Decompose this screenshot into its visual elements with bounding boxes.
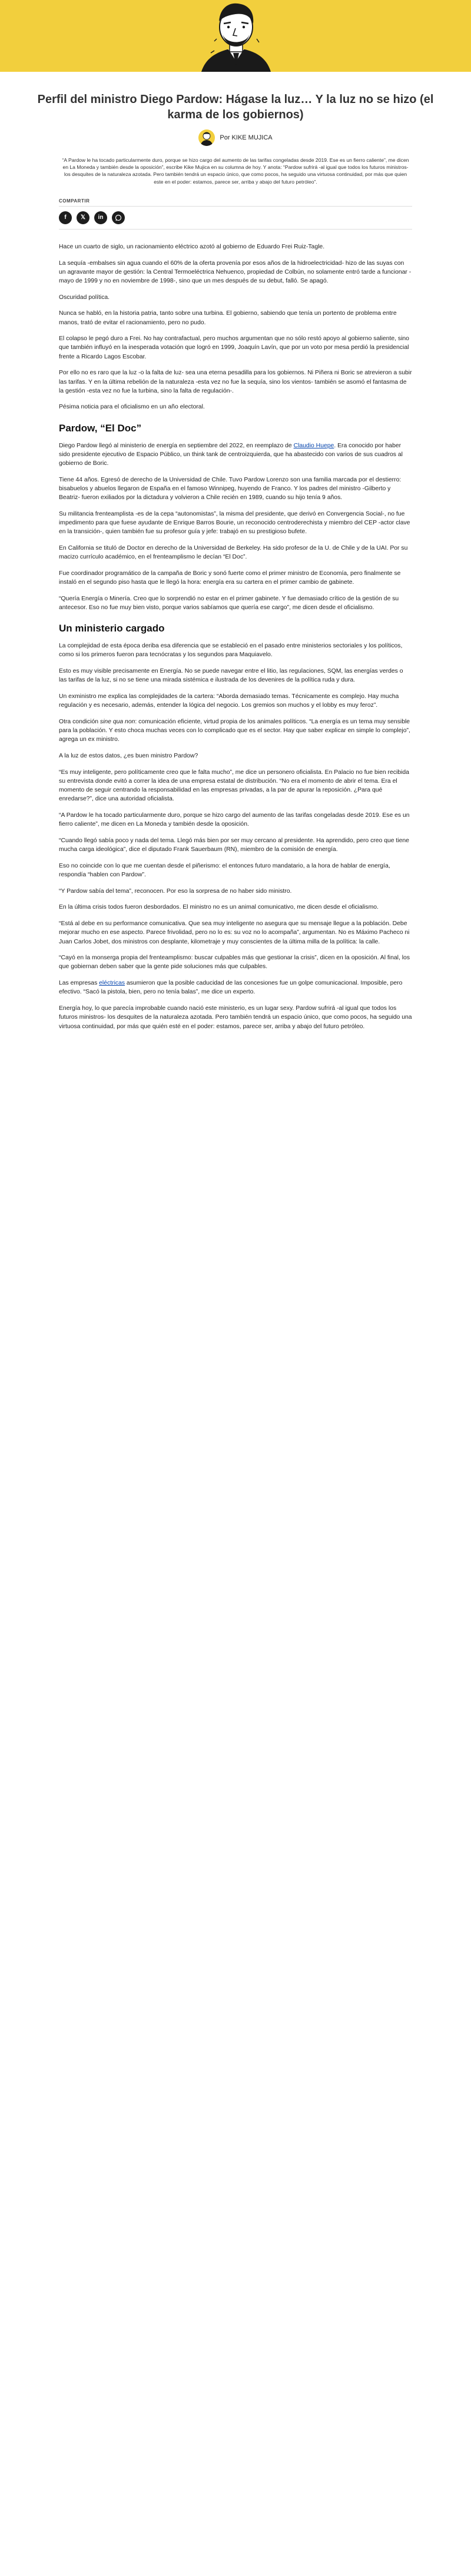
paragraph: Un exministro me explica las complejidades de la cartera: “Aborda demasiado temas. Técnicamente es complejo. Hay mucha regulación y es necesario, además, entender la lógica del negocio. Los gremios son muchos y el lobby es muy feroz”. [59, 693, 399, 709]
emphasis: sine qua non [99, 718, 135, 725]
paragraph: Pésima noticia para el oficialismo en un año electoral. [59, 404, 205, 411]
section-heading: Pardow, “El Doc” [59, 422, 142, 434]
paragraph-text: asumieron que la posible caducidad de las concesiones fue un golpe comunicacional. Imposible, pero efectivo. “Sacó la pistola, bien, pero no tenía balas”, me dice un experto. [59, 980, 403, 996]
link-electricas[interactable]: eléctricas [99, 980, 125, 987]
paragraph: “Está al debe en su performance comunicativa. Que sea muy inteligente no asegura que su mensaje llegue a la población. Debe mejorar mucho en ese aspecto. Parece frivolidad, pero no lo es: su voz no lo acompaña”, argumentan. No es Máximo Pacheco ni Juan Carlos Jobet, dos ministros con desplante, kilometraje y muy conscientes de la última milla de la política: la calle. [59, 920, 410, 945]
paragraph: Fue coordinador programático de la campaña de Boric y sonó fuerte como el primer ministro de Economía, pero finalmente se instaló en el segundo piso hasta que le llegó la hora: energía era su cartera en el primer cambio de gabinete. [59, 570, 401, 586]
section-heading: Un ministerio cargado [59, 623, 165, 634]
paragraph: Por ello no es raro que la luz -o la falta de luz- sea una eterna pesadilla para los gobiernos. Ni Piñera ni Boric se atrevieron a subir las tarifas. Y en la última rebelión de la naturaleza -esta vez no fue la sequía, sino los vientos- también se asomó el fantasma de la gestión -esta vez no fue la turbina, sino la falta de regulación-. [59, 370, 412, 394]
share-label: COMPARTIR [59, 198, 90, 204]
paragraph: A la luz de estos datos, ¿es buen ministro Pardow? [59, 753, 198, 760]
paragraph [59, 441, 412, 468]
paragraph: Energía hoy, lo que parecía improbable cuando nació este ministerio, es un lugar sexy. Pardow sufrirá -al igual que todos los futuros ministros- los desquites de la naturaleza azotada. Pero también tendrá un espacio único, que como pocos, ha seguido una virtuosa continuidad, por más que quién esté en el poder: estamos, parece ser, arriba y abajo del futuro petróleo. [59, 1005, 412, 1030]
paragraph: La sequía -embalses sin agua cuando el 60% de la oferta provenía por esos años de la hidroelectricidad- hizo de las suyas con un agravante mayor de gestión: la Central Termoeléctrica Nehuenco, propiedad de Colbún, no solamente entró tarde a funcionar -mayo de 1999 y no en noviembre de 1998-, sino que un mes después de su debut, falló. Se apagó. [59, 260, 412, 284]
paragraph: El colapso le pegó duro a Frei. No hay contrafactual, pero muchos argumentan que no sólo restó apoyo al gobierno saliente, sino que también influyó en la inesperada votación que logró en 1999, Joaquín Lavín, que por un voto por mesa perdió la presidencial frente a Ricardo Lagos Escobar. [59, 335, 409, 360]
paragraph: En la última crisis todos fueron desbordados. El ministro no es un animal comunicativo, me dicen desde el oficialismo. [59, 904, 379, 911]
article-lead: “A Pardow le ha tocado particularmente duro, porque se hizo cargo del aumento de las tarifas congeladas desde 2019. Ese es un fierro caliente”, me dicen en La Moneda y también desde la oposición”, escribe Kike Mujica en su columna de hoy. Y anota: “Pardow sufrirá -al igual que todos los futuros ministros- los desquites de la naturaleza azotada. Pero también tendrá un espacio único, que como pocos, ha seguido una virtuosa continuidad, por más que quien este en el poder: estamos, parece ser, arriba y abajo del futuro petróleo”. [62, 157, 409, 185]
hero-banner [0, 0, 471, 72]
author-portrait-illustration [193, 0, 279, 72]
share-bar [59, 211, 412, 224]
author-name[interactable]: Por KIKE MUJICA [220, 134, 273, 141]
paragraph-text: Otra condición [59, 718, 100, 725]
paragraph: Su militancia frenteamplista -es de la cepa “autonomistas”, la misma del presidente, que derivó en Convergencia Social-, no fue impedimento para que fuese ayudante de Enrique Barros Bourie, un reconocido centroderechista y miembro del CEP -actor clave en la transición-, quien también fue su profesor guía y jefe: trabajó en su prestigioso bufete. [59, 510, 410, 536]
paragraph: Esto es muy visible precisamente en Energía. No se puede navegar entre el litio, las regulaciones, SQM, las energías verdes o las tarifas de la luz, si no se tiene una mirada sistémica e ilustrada de los devenires de la política ruda y dura. [59, 668, 403, 684]
paragraph [59, 717, 412, 744]
divider [59, 206, 412, 207]
author-avatar-icon [198, 129, 215, 146]
paragraph-text: Las empresas [59, 980, 99, 987]
paragraph: “A Pardow le ha tocado particularmente duro, porque se hizo cargo del aumento de las tarifas congeladas desde 2019. Ese es un fierro caliente”, me dicen en La Moneda y también desde la oposición. [59, 812, 410, 828]
linkedin-icon[interactable]: in [94, 211, 107, 224]
paragraph: En California se tituló de Doctor en derecho de la Universidad de Berkeley. Ha sido profesor de la U. de Chile y de la UAI. Por su macizo currículo académico, en el frenteamplismo le decían “El Doc”. [59, 544, 408, 561]
paragraph-text: : comunicación eficiente, virtud propia de los animales políticos. “La energía es un tema muy sensible para la población. Y esto choca muchas veces con lo complicado que es el sector. Hay que saber explicar en simple lo complejo”, agrega un ex ministro. [59, 718, 410, 743]
article-body [59, 242, 412, 1055]
paragraph-text: Diego Pardow llegó al ministerio de energía en septiembre del 2022, en reemplazo de [59, 442, 294, 449]
paragraph: Nunca se habló, en la historia patria, tanto sobre una turbina. El gobierno, sabiendo que tenía un portento de problema entre manos, trató de evitar el racionamiento, pero no pudo. [59, 310, 397, 326]
paragraph: Tiene 44 años. Egresó de derecho de la Universidad de Chile. Tuvo Pardow Lorenzo son una familia marcada por el destierro: bisabuelos y abuelos llegaron de España en el famoso Winnipeg, huyendo de Franco. Y los padres del ministro -Gilberto y Beatriz- fueron exiliados por la dictadura y volvieron a Chile recién en 1989, cuando su hijo tenía 9 años. [59, 476, 402, 501]
paragraph [59, 979, 412, 996]
paragraph-text: . Era conocido por haber sido presidente ejecutivo de Espacio Público, un think tank de centroizquierda, que ha abastecido con varios de sus cuadros al gobierno de Boric. [59, 442, 403, 467]
facebook-icon[interactable]: f [59, 211, 72, 224]
paragraph: Oscuridad política. [59, 294, 110, 301]
x-icon[interactable]: 𝕏 [77, 211, 89, 224]
paragraph: Hace un cuarto de siglo, un racionamiento eléctrico azotó al gobierno de Eduardo Frei Ruiz-Tagle. [59, 243, 325, 250]
link-claudio-huepe[interactable]: Claudio Huepe [293, 442, 334, 449]
paragraph: La complejidad de esta época deriba esa diferencia que se estableció en el pasado entre ministerios sectoriales y los políticos, como si los primeros fueron para tecnócratas y los segundos para Maquiavelo. [59, 643, 403, 659]
paragraph: “Quería Energía o Minería. Creo que lo sorprendió no estar en el primer gabinete. Y fue demasiado crítico de la gestión de su antecesor. Eso no fue muy bien visto, porque varios sabíamos que quería ese cargo”, me dicen desde el oficialismo. [59, 595, 399, 611]
paragraph: “Cayó en la monserga propia del frenteamplismo: buscar culpables más que gestionar la crisis”, dicen en la oposición. Al final, los que gobiernan deben saber que la gente pide soluciones más que culpables. [59, 955, 410, 970]
paragraph: “Es muy inteligente, pero políticamente creo que le falta mucho”, me dice un personero oficialista. En Palacio no fue bien recibida su entrevista donde evitó a correr la idea de una empresa estatal de distribución. “No era el momento de abrir el tema. Era el momento de seguir centrando la responsabilidad en las empresas privadas, a la par de apurar la reposición. ¿Para qué enredarse?”, dice una autoridad oficialista. [59, 769, 409, 803]
divider [59, 229, 412, 230]
byline [0, 129, 471, 146]
paragraph: “Cuando llegó sabía poco y nada del tema. Llegó más bien por ser muy cercano al presidente. Ha aprendido, pero creo que tiene mucha carga ideológica”, dice el diputado Frank Sauerbaum (RN), miembro de la comisión de energía. [59, 837, 409, 853]
paragraph: “Y Pardow sabía del tema”, reconocen. Por eso la sorpresa de no haber sido ministro. [59, 888, 292, 895]
paragraph: Eso no coincide con lo que me cuentan desde el piñerismo: el entonces futuro mandatario, a la hora de hablar de energía, respondía “hablen con Pardow”. [59, 862, 390, 879]
whatsapp-icon[interactable] [112, 211, 125, 224]
article-title: Perfil del ministro Diego Pardow: Hágase la luz… Y la luz no se hizo (el karma de los gobiernos) [37, 93, 434, 121]
author-avatar[interactable] [198, 129, 215, 146]
